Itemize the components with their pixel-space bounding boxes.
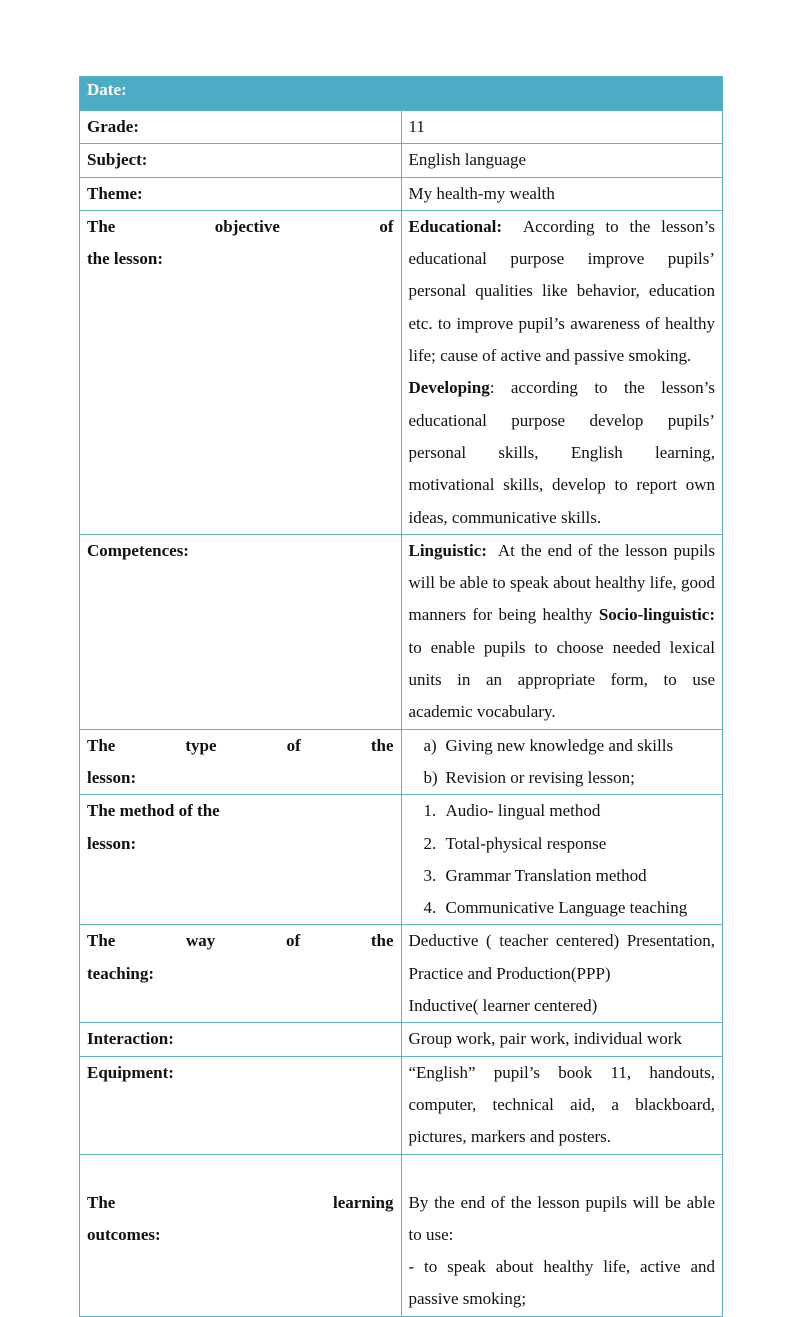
way-line2: Inductive( learner centered) — [408, 996, 598, 1016]
educational-paragraph — [409, 211, 716, 372]
date-label: Date: — [80, 77, 723, 111]
objective-label-line2: the lesson: — [87, 249, 164, 269]
way-line1: Deductive ( teacher centered) Presentation, Practice and Production(PPP) — [408, 931, 715, 983]
list-item-text: Total-physical response — [445, 833, 607, 853]
socio-linguistic-text: to enable pupils to choose needed lexical units in an appropriate form, to use academic vocabulary. — [408, 637, 715, 722]
list-item — [424, 860, 716, 892]
equipment-value: “English” pupil’s book 11, handouts, computer, technical aid, a blackboard, pictures, markers and posters. — [401, 1056, 723, 1154]
list-item-text: Giving new knowledge and skills — [445, 735, 674, 755]
type-label — [80, 729, 402, 795]
list-item-text: Communicative Language teaching — [445, 898, 688, 918]
list-item — [424, 795, 716, 827]
way-label-line2: teaching: — [87, 963, 155, 983]
type-row — [80, 729, 723, 795]
educational-title: Educational: — [408, 216, 503, 236]
list-item-text: Audio- lingual method — [445, 801, 601, 821]
interaction-label: Interaction: — [80, 1023, 402, 1056]
objective-label — [80, 210, 402, 534]
grade-value: 11 — [401, 111, 723, 144]
method-list — [424, 795, 716, 924]
method-label-line2: lesson: — [87, 833, 137, 853]
list-marker: 3. — [423, 865, 437, 885]
outcomes-spacer — [87, 1155, 394, 1187]
type-label-line2: lesson: — [87, 767, 137, 787]
list-marker: 4. — [423, 898, 437, 918]
developing-title: Developing — [408, 378, 490, 398]
theme-value: My health-my wealth — [401, 177, 723, 210]
method-label — [80, 795, 402, 925]
competences-row — [80, 534, 723, 729]
type-value — [401, 729, 723, 795]
type-label-line1: The type of the — [87, 735, 394, 755]
educational-text: According to the lesson’s educational purpose improve pupils’ personal qualities like behavior, education etc. to improve pupil’s awareness of healthy life; cause of active and passive smoking. — [408, 216, 715, 366]
developing-paragraph — [409, 372, 716, 533]
list-item — [424, 762, 716, 794]
outcomes-label-line1: The learning — [87, 1192, 394, 1212]
list-item-text: Revision or revising lesson; — [445, 767, 635, 787]
equipment-row — [80, 1056, 723, 1154]
way-row — [80, 925, 723, 1023]
objective-row — [80, 210, 723, 534]
outcomes-value — [401, 1154, 723, 1316]
way-value — [401, 925, 723, 1023]
theme-label: Theme: — [80, 177, 402, 210]
list-marker: 2. — [423, 833, 437, 853]
linguistic-title: Linguistic: — [408, 540, 487, 560]
outcomes-label — [80, 1154, 402, 1316]
way-label — [80, 925, 402, 1023]
competences-label: Competences: — [80, 534, 402, 729]
method-row — [80, 795, 723, 925]
list-item-text: Grammar Translation method — [445, 865, 647, 885]
outcomes-row — [80, 1154, 723, 1316]
interaction-value: Group work, pair work, individual work — [401, 1023, 723, 1056]
objective-value — [401, 210, 723, 534]
developing-text: : according to the lesson’s educational purpose develop pupils’ personal skills, English learning, motivational skills, develop to report own ideas, communicative skills. — [408, 378, 715, 527]
list-marker: a) — [423, 735, 437, 755]
competences-value — [401, 534, 723, 729]
objective-label-line1: The objective of — [87, 216, 394, 236]
subject-label: Subject: — [80, 144, 402, 177]
list-marker: b) — [423, 767, 438, 787]
subject-row — [80, 144, 723, 177]
method-label-line1: The method of the — [87, 801, 220, 821]
list-item — [424, 892, 716, 924]
outcomes-line2: - to speak about healthy life, active and passive smoking; — [408, 1257, 715, 1309]
method-value — [401, 795, 723, 925]
list-item — [424, 730, 716, 762]
list-marker: 1. — [423, 801, 437, 821]
outcomes-line1: By the end of the lesson pupils will be able to use: — [408, 1192, 715, 1244]
type-list — [424, 730, 716, 795]
equipment-label: Equipment: — [80, 1056, 402, 1154]
subject-value: English language — [401, 144, 723, 177]
linguistic-text: At the end of the lesson pupils will be able to speak about healthy life, good manners for being healthy — [408, 540, 716, 625]
way-label-line1: The way of the — [87, 931, 394, 951]
list-item — [424, 828, 716, 860]
outcomes-label-line2: outcomes: — [87, 1224, 161, 1244]
outcomes-value-spacer — [409, 1155, 716, 1187]
socio-linguistic-title: Socio-linguistic: — [598, 605, 716, 625]
date-header-row — [80, 77, 723, 111]
interaction-row — [80, 1023, 723, 1056]
grade-row — [80, 111, 723, 144]
grade-label: Grade: — [80, 111, 402, 144]
theme-row — [80, 177, 723, 210]
